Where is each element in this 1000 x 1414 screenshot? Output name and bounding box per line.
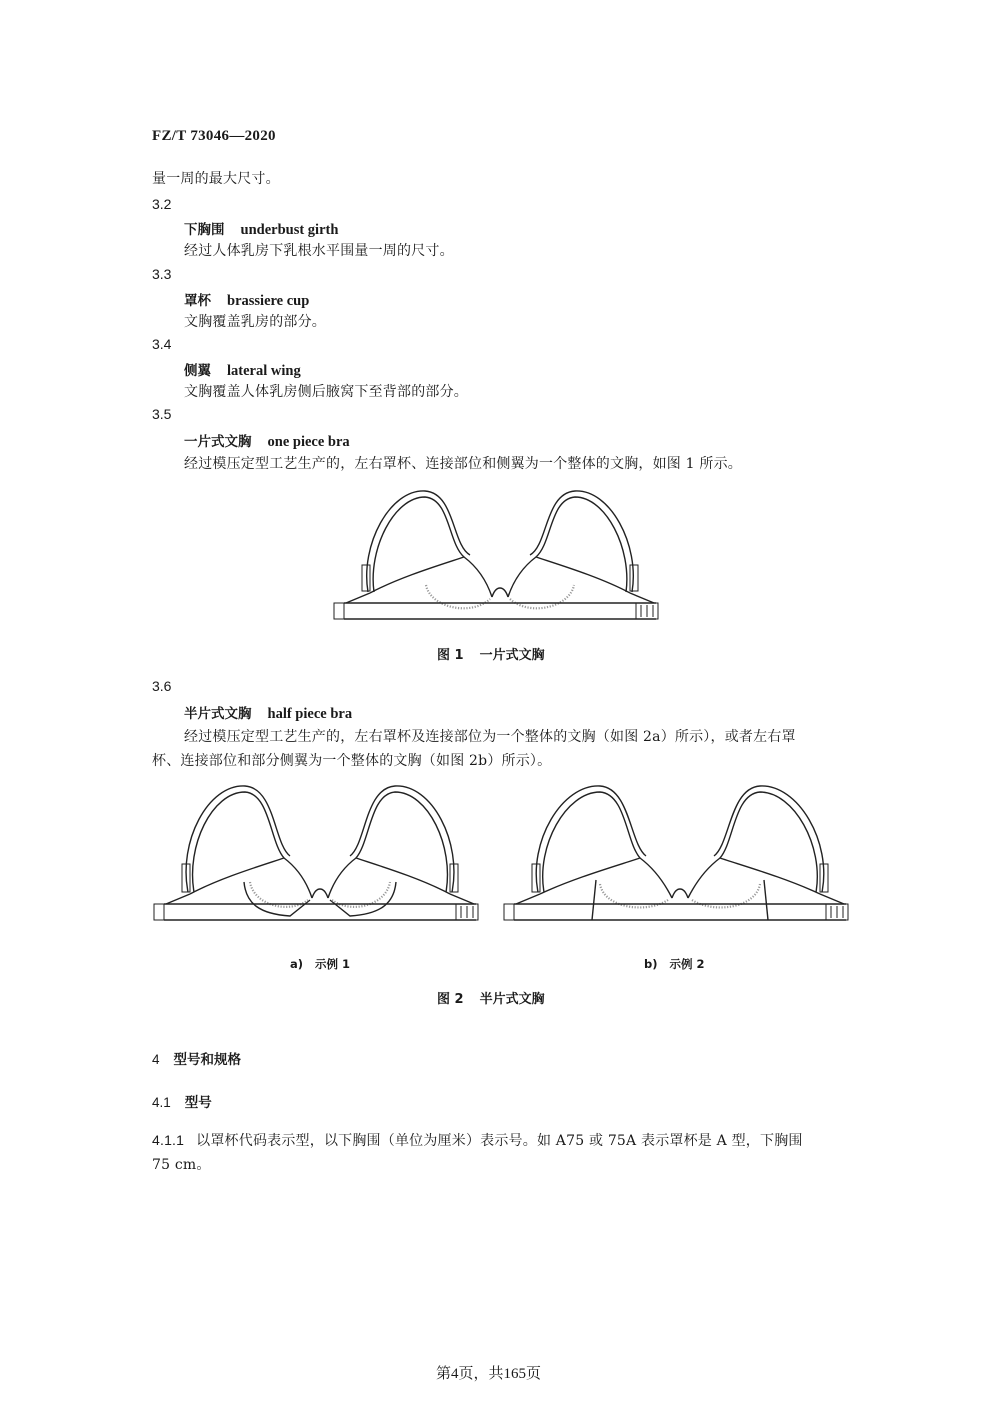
half-piece-bra-example-2-illustration	[500, 780, 860, 930]
figure-2b-title: 示例 2	[669, 957, 705, 971]
term-definition: 文胸覆盖乳房的部分。	[184, 314, 326, 330]
term-definition: 文胸覆盖人体乳房侧后腋窝下至背部的部分。	[184, 384, 468, 400]
term-en: lateral wing	[227, 363, 301, 379]
term-en: underbust girth	[240, 222, 339, 238]
term-definition: 经过模压定型工艺生产的，左右罩杯、连接部位和侧翼为一个整体的文胸，如图 1 所示。	[184, 456, 743, 472]
term-en: brassiere cup	[227, 293, 310, 309]
term-zh: 半片式文胸	[184, 706, 252, 722]
term-zh: 下胸围	[184, 222, 225, 238]
term-zh: 罩杯	[184, 293, 211, 309]
section-number: 4.1	[152, 1095, 171, 1110]
term-number: 3.6	[152, 678, 172, 694]
term-number: 3.2	[152, 196, 172, 212]
term-en: one piece bra	[267, 434, 350, 450]
figure-2a-caption	[290, 956, 350, 972]
term-zh: 侧翼	[184, 363, 211, 379]
figure-2a-title: 示例 1	[315, 957, 351, 971]
figure-2-label: 图 2	[437, 992, 464, 1007]
term-definition-line-1: 经过模压定型工艺生产的，左右罩杯及连接部位为一个整体的文胸（如图 2a）所示），或者左右罩	[184, 729, 796, 745]
figure-1-caption	[437, 644, 545, 663]
clause-4-1-1-line-2: 75 cm。	[152, 1157, 211, 1173]
clause-number: 4.1.1	[152, 1132, 185, 1148]
section-number: 4	[152, 1052, 160, 1067]
one-piece-bra-illustration	[330, 485, 670, 630]
section-4-heading	[152, 1048, 241, 1068]
term-heading	[184, 359, 301, 380]
continuation-text: 量一周的最大尺寸。	[152, 171, 280, 187]
figure-2-caption	[437, 988, 545, 1007]
figure-1-label: 图 1	[437, 648, 464, 663]
term-definition: 经过人体乳房下乳根水平围量一周的尺寸。	[184, 243, 454, 259]
term-number: 3.3	[152, 266, 172, 282]
term-number: 3.5	[152, 406, 172, 422]
figure-2a-label: a)	[290, 957, 304, 971]
term-en: half piece bra	[267, 706, 353, 722]
section-title: 型号和规格	[173, 1052, 242, 1068]
term-heading	[184, 218, 338, 239]
term-heading	[184, 702, 352, 723]
half-piece-bra-example-1-illustration	[150, 780, 490, 930]
figure-2b-caption	[644, 956, 705, 972]
term-zh: 一片式文胸	[184, 434, 252, 450]
figure-2b-label: b)	[644, 957, 658, 971]
clause-4-1-1-line-1	[152, 1130, 803, 1150]
term-definition-line-2: 杯、连接部位和部分侧翼为一个整体的文胸（如图 2b）所示）。	[152, 753, 552, 769]
page-number: 第4页，共165页	[436, 1366, 542, 1382]
document-code: FZ/T 73046—2020	[152, 128, 276, 144]
term-number: 3.4	[152, 336, 172, 352]
term-heading	[184, 430, 350, 451]
term-heading	[184, 289, 309, 310]
section-title: 型号	[184, 1095, 212, 1111]
figure-1-title: 一片式文胸	[479, 648, 545, 663]
section-4-1-heading	[152, 1091, 212, 1111]
clause-text: 以罩杯代码表示型，以下胸围（单位为厘米）表示号。如 A75 或 75A 表示罩杯是 A 型，下胸围	[196, 1133, 803, 1149]
figure-2-title: 半片式文胸	[479, 992, 545, 1007]
